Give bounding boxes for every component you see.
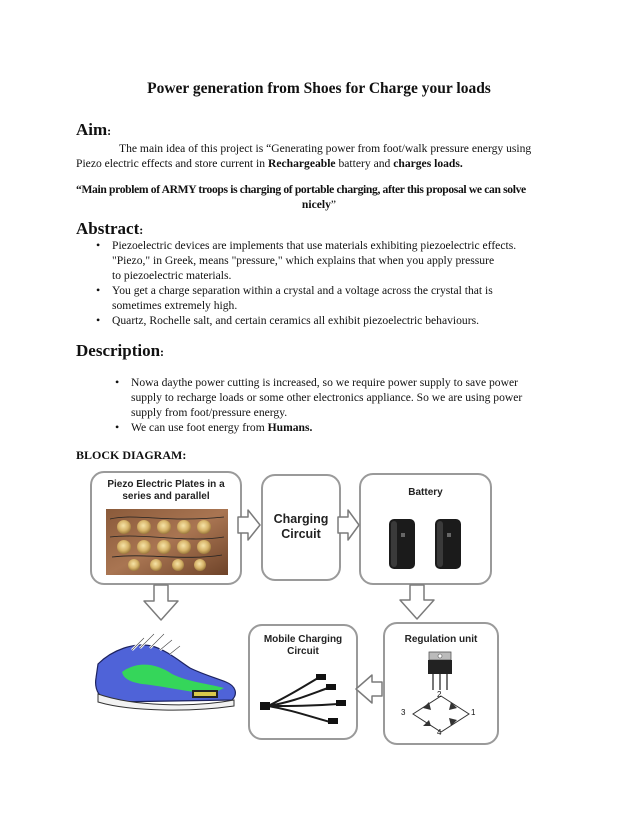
diode-label: 1 <box>471 708 476 717</box>
army-quote-nicely: nicely <box>301 198 331 211</box>
charging-label-line: Circuit <box>281 527 321 541</box>
diode-label: 2 <box>437 690 442 699</box>
diode-label: 3 <box>401 708 406 717</box>
diode-label: 4 <box>437 728 442 737</box>
abstract-bullet-line: • You get a charge separation within a crystal and a voltage across the crystal that is <box>112 284 493 297</box>
abstract-bullet-line: "Piezo," in Greek, means "pressure," which explains that when you apply pressure <box>112 254 495 267</box>
arrow-piezo-to-shoe <box>144 585 178 620</box>
aim-charges-loads: charges loads. <box>393 157 463 170</box>
charging-label-line: Charging <box>273 512 329 526</box>
abstract-heading-colon: : <box>139 223 144 237</box>
description-heading-text: Description <box>76 341 161 360</box>
arrow-regulation-to-mobile <box>356 675 382 703</box>
abstract-bullet-line: • Quartz, Rochelle salt, and certain ceramics all exhibit piezoelectric behaviours. <box>112 314 479 327</box>
aim-line-2-text-a: Piezo electric effects and store current in <box>76 157 268 170</box>
regulation-unit-label: Regulation unit <box>404 634 478 645</box>
aim-heading-text: Aim <box>76 120 108 139</box>
piezo-label-line: series and parallel <box>122 491 210 502</box>
block-diagram-heading: BLOCK DIAGRAM: <box>76 448 187 462</box>
description-bullet-line: supply to recharge loads or some other electronics appliance. So we are using power <box>131 391 523 404</box>
description-humans: Humans. <box>267 421 313 434</box>
description-bullet-text: We can use foot energy from <box>131 421 268 434</box>
army-quote-close: ” <box>330 198 337 211</box>
aim-line-2-text-c: battery and <box>335 157 394 170</box>
aim-heading-colon: : <box>107 124 112 138</box>
arrow-piezo-to-charging <box>238 510 260 540</box>
battery-label: Battery <box>408 487 443 498</box>
document-title: Power generation from Shoes for Charge your loads <box>147 80 491 97</box>
abstract-heading-text: Abstract <box>76 219 140 238</box>
arrow-battery-to-regulation <box>400 585 434 619</box>
aim-line-1: The main idea of this project is “Generating power from foot/walk pressure energy using <box>119 142 532 155</box>
aim-rechargeable: Rechargeable <box>267 157 336 170</box>
abstract-bullet-line: • Piezoelectric devices are implements that use materials exhibiting piezoelectric effects. <box>112 239 517 252</box>
description-bullet-line: • Nowa daythe power cutting is increased, so we require power supply to save power <box>131 376 518 389</box>
piezo-label-line: Piezo Electric Plates in a <box>107 479 225 490</box>
description-heading-colon: : <box>160 345 165 359</box>
army-quote-line-1: “Main problem of ARMY troops is charging of portable charging, after this proposal we can solve <box>76 183 526 196</box>
mobile-label-line: Circuit <box>287 646 319 657</box>
arrow-charging-to-battery <box>338 510 359 540</box>
abstract-bullet-line: sometimes extremely high. <box>112 299 238 312</box>
abstract-bullet-line: to piezoelectric materials. <box>112 269 232 282</box>
mobile-label-line: Mobile Charging <box>263 634 343 645</box>
description-bullet-line: supply from foot/pressure energy. <box>131 406 288 419</box>
